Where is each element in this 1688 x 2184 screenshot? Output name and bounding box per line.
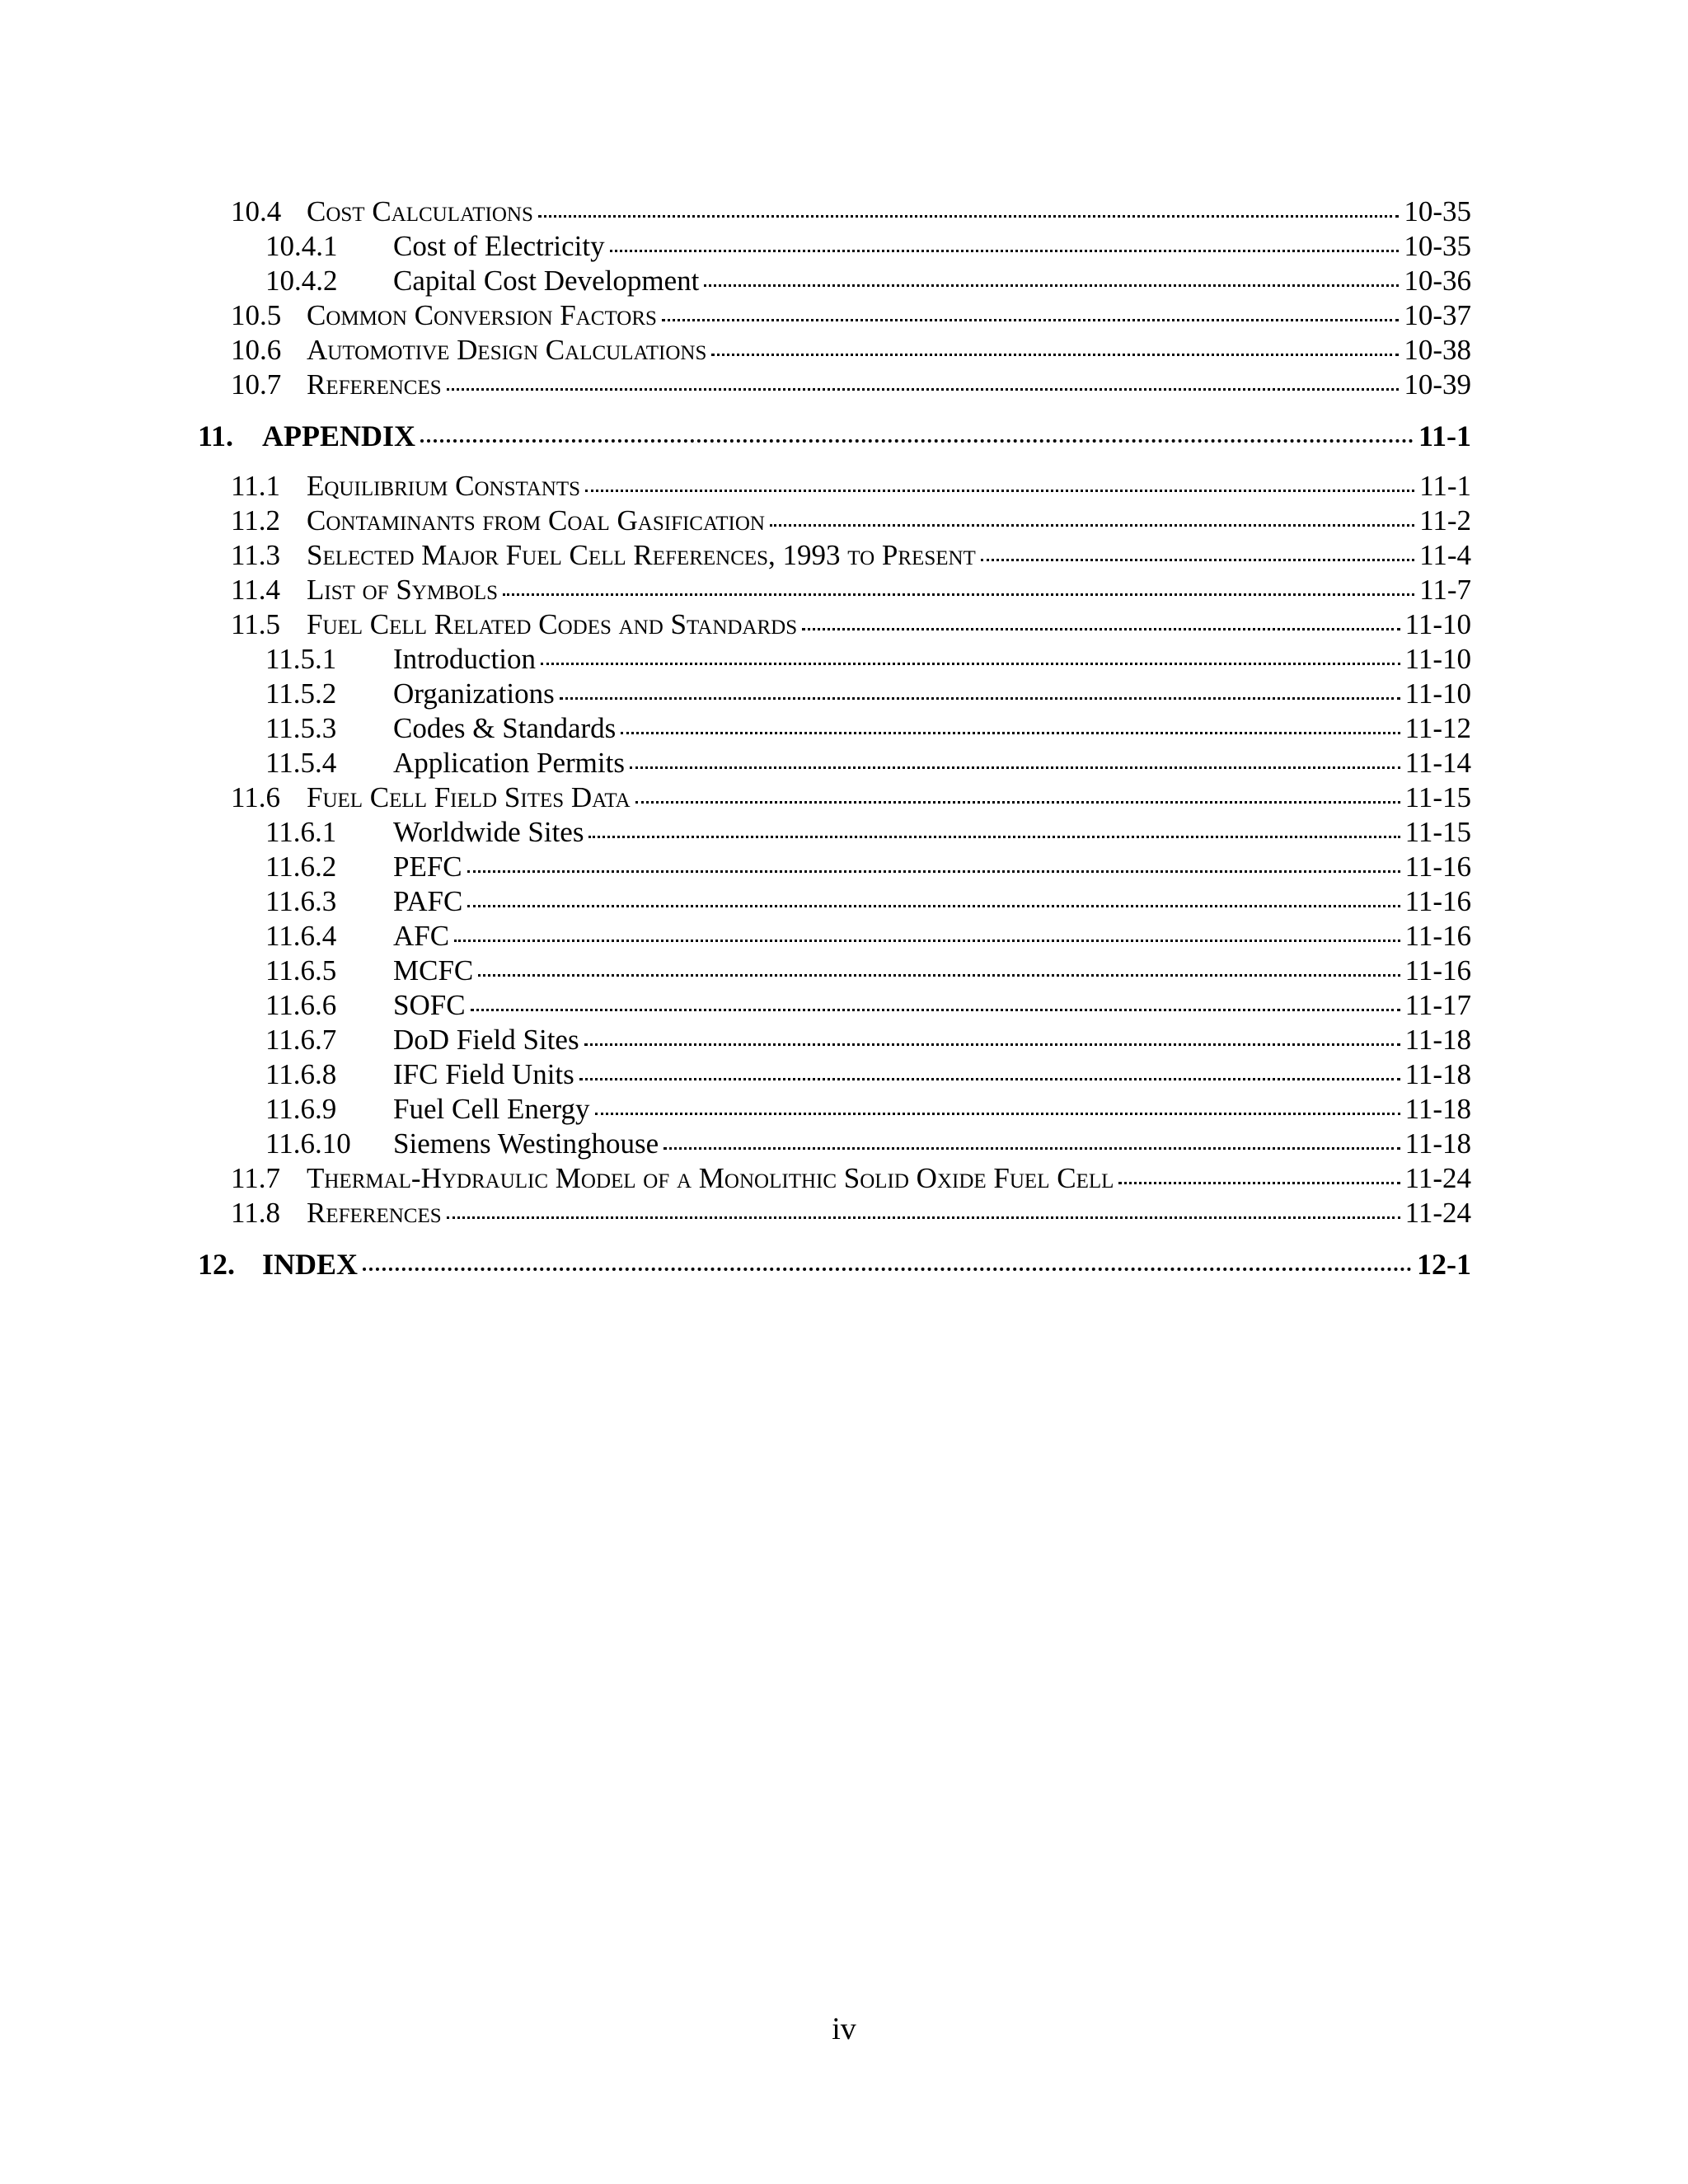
toc-entry-number: 11.6.2 <box>265 851 337 883</box>
dot-leader <box>621 732 1400 734</box>
dot-leader <box>711 354 1399 356</box>
toc-entry-title: Fuel Cell Field Sites Data <box>307 781 631 813</box>
toc-entry-page: 11-16 <box>1404 851 1471 883</box>
toc-entry-number: 10.6 <box>231 334 282 366</box>
toc-entry-title: IFC Field Units <box>393 1058 574 1090</box>
toc-entry <box>198 368 1471 402</box>
dot-leader <box>538 215 1399 218</box>
toc-entry-number: 11.7 <box>231 1162 280 1194</box>
toc-entry-number: 10.4.2 <box>265 265 338 297</box>
dot-leader <box>662 319 1399 321</box>
toc-entry-number: 11.2 <box>231 504 280 537</box>
toc-entry-number: 11.6.8 <box>265 1058 337 1090</box>
toc-entry-title: Cost Calculations <box>307 195 533 227</box>
toc-entry-title: Organizations <box>393 677 555 710</box>
toc-entry-page: 11-16 <box>1404 954 1471 987</box>
toc-entry-title: Siemens Westinghouse <box>393 1127 659 1160</box>
toc-entry-title: Automotive Design Calculations <box>307 334 707 366</box>
table-of-contents <box>198 194 1471 1297</box>
toc-entry-page: 11-2 <box>1419 504 1471 537</box>
toc-entry-page: 11-17 <box>1404 989 1471 1021</box>
toc-entry <box>198 780 1471 815</box>
dot-leader <box>770 524 1414 527</box>
dot-leader <box>420 439 1414 443</box>
dot-leader <box>704 284 1399 287</box>
dot-leader <box>363 1268 1412 1271</box>
toc-entry-page: 11-1 <box>1418 419 1471 452</box>
toc-entry-number: 11.5.4 <box>265 747 337 779</box>
toc-entry-title: MCFC <box>393 954 474 987</box>
toc-entry-number: 11.5.1 <box>265 643 337 675</box>
toc-entry <box>198 954 1471 988</box>
toc-entry-title: PAFC <box>393 885 463 917</box>
dot-leader <box>579 1078 1400 1080</box>
toc-entry <box>198 264 1471 298</box>
dot-leader <box>478 974 1400 977</box>
toc-entry <box>198 1247 1471 1282</box>
toc-entry-page: 11-18 <box>1404 1093 1471 1125</box>
dot-leader <box>447 1216 1400 1219</box>
toc-entry-title: Fuel Cell Related Codes and Standards <box>307 608 798 640</box>
toc-entry-number: 10.5 <box>231 299 282 331</box>
dot-leader <box>981 559 1414 561</box>
toc-entry-title: Introduction <box>393 643 537 675</box>
toc-entry <box>198 677 1471 711</box>
toc-entry-number: 11.4 <box>231 574 280 606</box>
dot-leader <box>467 870 1400 873</box>
toc-entry-number: 11.6.10 <box>265 1127 351 1160</box>
toc-entry-page: 12-1 <box>1417 1248 1471 1281</box>
dot-leader <box>1118 1182 1400 1184</box>
toc-entry-number: 10.4 <box>231 195 282 227</box>
toc-entry <box>198 1092 1471 1127</box>
toc-entry-page: 11-18 <box>1404 1127 1471 1160</box>
toc-entry-title: Cost of Electricity <box>393 230 605 262</box>
toc-entry-number: 11.6.4 <box>265 920 337 952</box>
toc-entry <box>198 1127 1471 1161</box>
toc-entry-page: 10-35 <box>1404 195 1471 227</box>
toc-entry-title: References <box>307 368 442 401</box>
toc-entry-page: 11-15 <box>1404 816 1471 848</box>
toc-entry-page: 11-10 <box>1404 643 1471 675</box>
toc-entry-page: 11-10 <box>1404 677 1471 710</box>
toc-entry-title: Equilibrium Constants <box>307 470 581 502</box>
dot-leader <box>635 801 1400 804</box>
toc-entry <box>198 884 1471 919</box>
toc-entry-page: 11-24 <box>1404 1162 1471 1194</box>
toc-entry <box>198 607 1471 642</box>
toc-entry-number: 11.6.7 <box>265 1024 337 1056</box>
toc-entry-number: 11. <box>198 419 234 452</box>
toc-entry-title: INDEX <box>262 1248 359 1281</box>
toc-entry-title: Thermal-Hydraulic Model of a Monolithic Solid Oxide Fuel Cell <box>307 1162 1114 1194</box>
toc-entry-page: 11-1 <box>1419 470 1471 502</box>
toc-entry <box>198 988 1471 1023</box>
dot-leader <box>503 593 1414 596</box>
toc-entry <box>198 229 1471 264</box>
toc-entry-page: 11-16 <box>1404 920 1471 952</box>
toc-entry <box>198 333 1471 368</box>
toc-entry <box>198 1196 1471 1230</box>
toc-entry <box>198 1023 1471 1057</box>
toc-entry-number: 11.6.6 <box>265 989 337 1021</box>
toc-entry-title: Fuel Cell Energy <box>393 1093 590 1125</box>
toc-entry-page: 11-24 <box>1404 1197 1471 1229</box>
dot-leader <box>584 1043 1400 1046</box>
toc-entry <box>198 419 1471 453</box>
toc-entry-number: 12. <box>198 1248 235 1281</box>
toc-entry-number: 11.8 <box>231 1197 280 1229</box>
toc-entry-page: 11-12 <box>1404 712 1471 744</box>
toc-entry <box>198 573 1471 607</box>
toc-entry-page: 10-38 <box>1404 334 1471 366</box>
toc-entry <box>198 642 1471 677</box>
toc-entry <box>198 194 1471 229</box>
toc-entry-number: 11.6.3 <box>265 885 337 917</box>
dot-leader <box>630 766 1400 769</box>
toc-entry <box>198 1161 1471 1196</box>
toc-entry <box>198 815 1471 850</box>
toc-entry <box>198 298 1471 333</box>
page-number: iv <box>832 2012 856 2046</box>
toc-entry-title: APPENDIX <box>262 419 415 452</box>
toc-entry-page: 10-36 <box>1404 265 1471 297</box>
toc-entry-page: 10-35 <box>1404 230 1471 262</box>
dot-leader <box>663 1147 1400 1150</box>
toc-entry-title: References <box>307 1197 442 1229</box>
toc-entry-title: DoD Field Sites <box>393 1024 579 1056</box>
toc-entry-page: 11-18 <box>1404 1024 1471 1056</box>
toc-entry-number: 11.6.5 <box>265 954 337 987</box>
dot-leader <box>802 628 1400 630</box>
dot-leader <box>610 250 1400 252</box>
toc-entry-page: 10-39 <box>1404 368 1471 401</box>
dot-leader <box>467 905 1400 907</box>
toc-entry <box>198 538 1471 573</box>
toc-entry-number: 10.4.1 <box>265 230 338 262</box>
toc-entry-number: 11.5.2 <box>265 677 337 710</box>
dot-leader <box>454 940 1400 942</box>
dot-leader <box>560 697 1400 700</box>
toc-entry <box>198 919 1471 954</box>
toc-entry-title: Contaminants from Coal Gasification <box>307 504 765 537</box>
toc-entry <box>198 504 1471 538</box>
toc-entry <box>198 746 1471 780</box>
toc-entry-page: 11-4 <box>1419 539 1471 571</box>
toc-entry-title: AFC <box>393 920 450 952</box>
toc-entry-page: 11-15 <box>1404 781 1471 813</box>
toc-entry-number: 10.7 <box>231 368 282 401</box>
toc-entry <box>198 850 1471 884</box>
toc-entry-page: 11-16 <box>1404 885 1471 917</box>
toc-entry-title: Codes & Standards <box>393 712 617 744</box>
toc-entry-number: 11.1 <box>231 470 280 502</box>
dot-leader <box>447 388 1400 391</box>
toc-entry-title: Application Permits <box>393 747 625 779</box>
toc-entry-title: Worldwide Sites <box>393 816 584 848</box>
toc-entry-title: SOFC <box>393 989 466 1021</box>
toc-entry <box>198 1057 1471 1092</box>
toc-entry-page: 10-37 <box>1404 299 1471 331</box>
toc-entry-page: 11-18 <box>1404 1058 1471 1090</box>
toc-entry-number: 11.5.3 <box>265 712 337 744</box>
toc-entry-title: Selected Major Fuel Cell References, 1993 to Present <box>307 539 976 571</box>
toc-entry-number: 11.5 <box>231 608 280 640</box>
toc-entry-title: Common Conversion Factors <box>307 299 657 331</box>
toc-entry-page: 11-7 <box>1419 574 1471 606</box>
toc-entry-number: 11.3 <box>231 539 280 571</box>
toc-entry <box>198 469 1471 504</box>
toc-entry-number: 11.6 <box>231 781 280 813</box>
toc-entry <box>198 711 1471 746</box>
toc-entry-number: 11.6.1 <box>265 816 337 848</box>
toc-entry-number: 11.6.9 <box>265 1093 337 1125</box>
dot-leader <box>595 1113 1400 1115</box>
toc-entry-page: 11-14 <box>1404 747 1471 779</box>
toc-entry-title: Capital Cost Development <box>393 265 700 297</box>
toc-entry-title: PEFC <box>393 851 462 883</box>
dot-leader <box>471 1009 1400 1011</box>
toc-entry-title: List of Symbols <box>307 574 498 606</box>
toc-entry-page: 11-10 <box>1404 608 1471 640</box>
dot-leader <box>585 490 1414 492</box>
dot-leader <box>541 663 1400 665</box>
dot-leader <box>588 836 1400 838</box>
